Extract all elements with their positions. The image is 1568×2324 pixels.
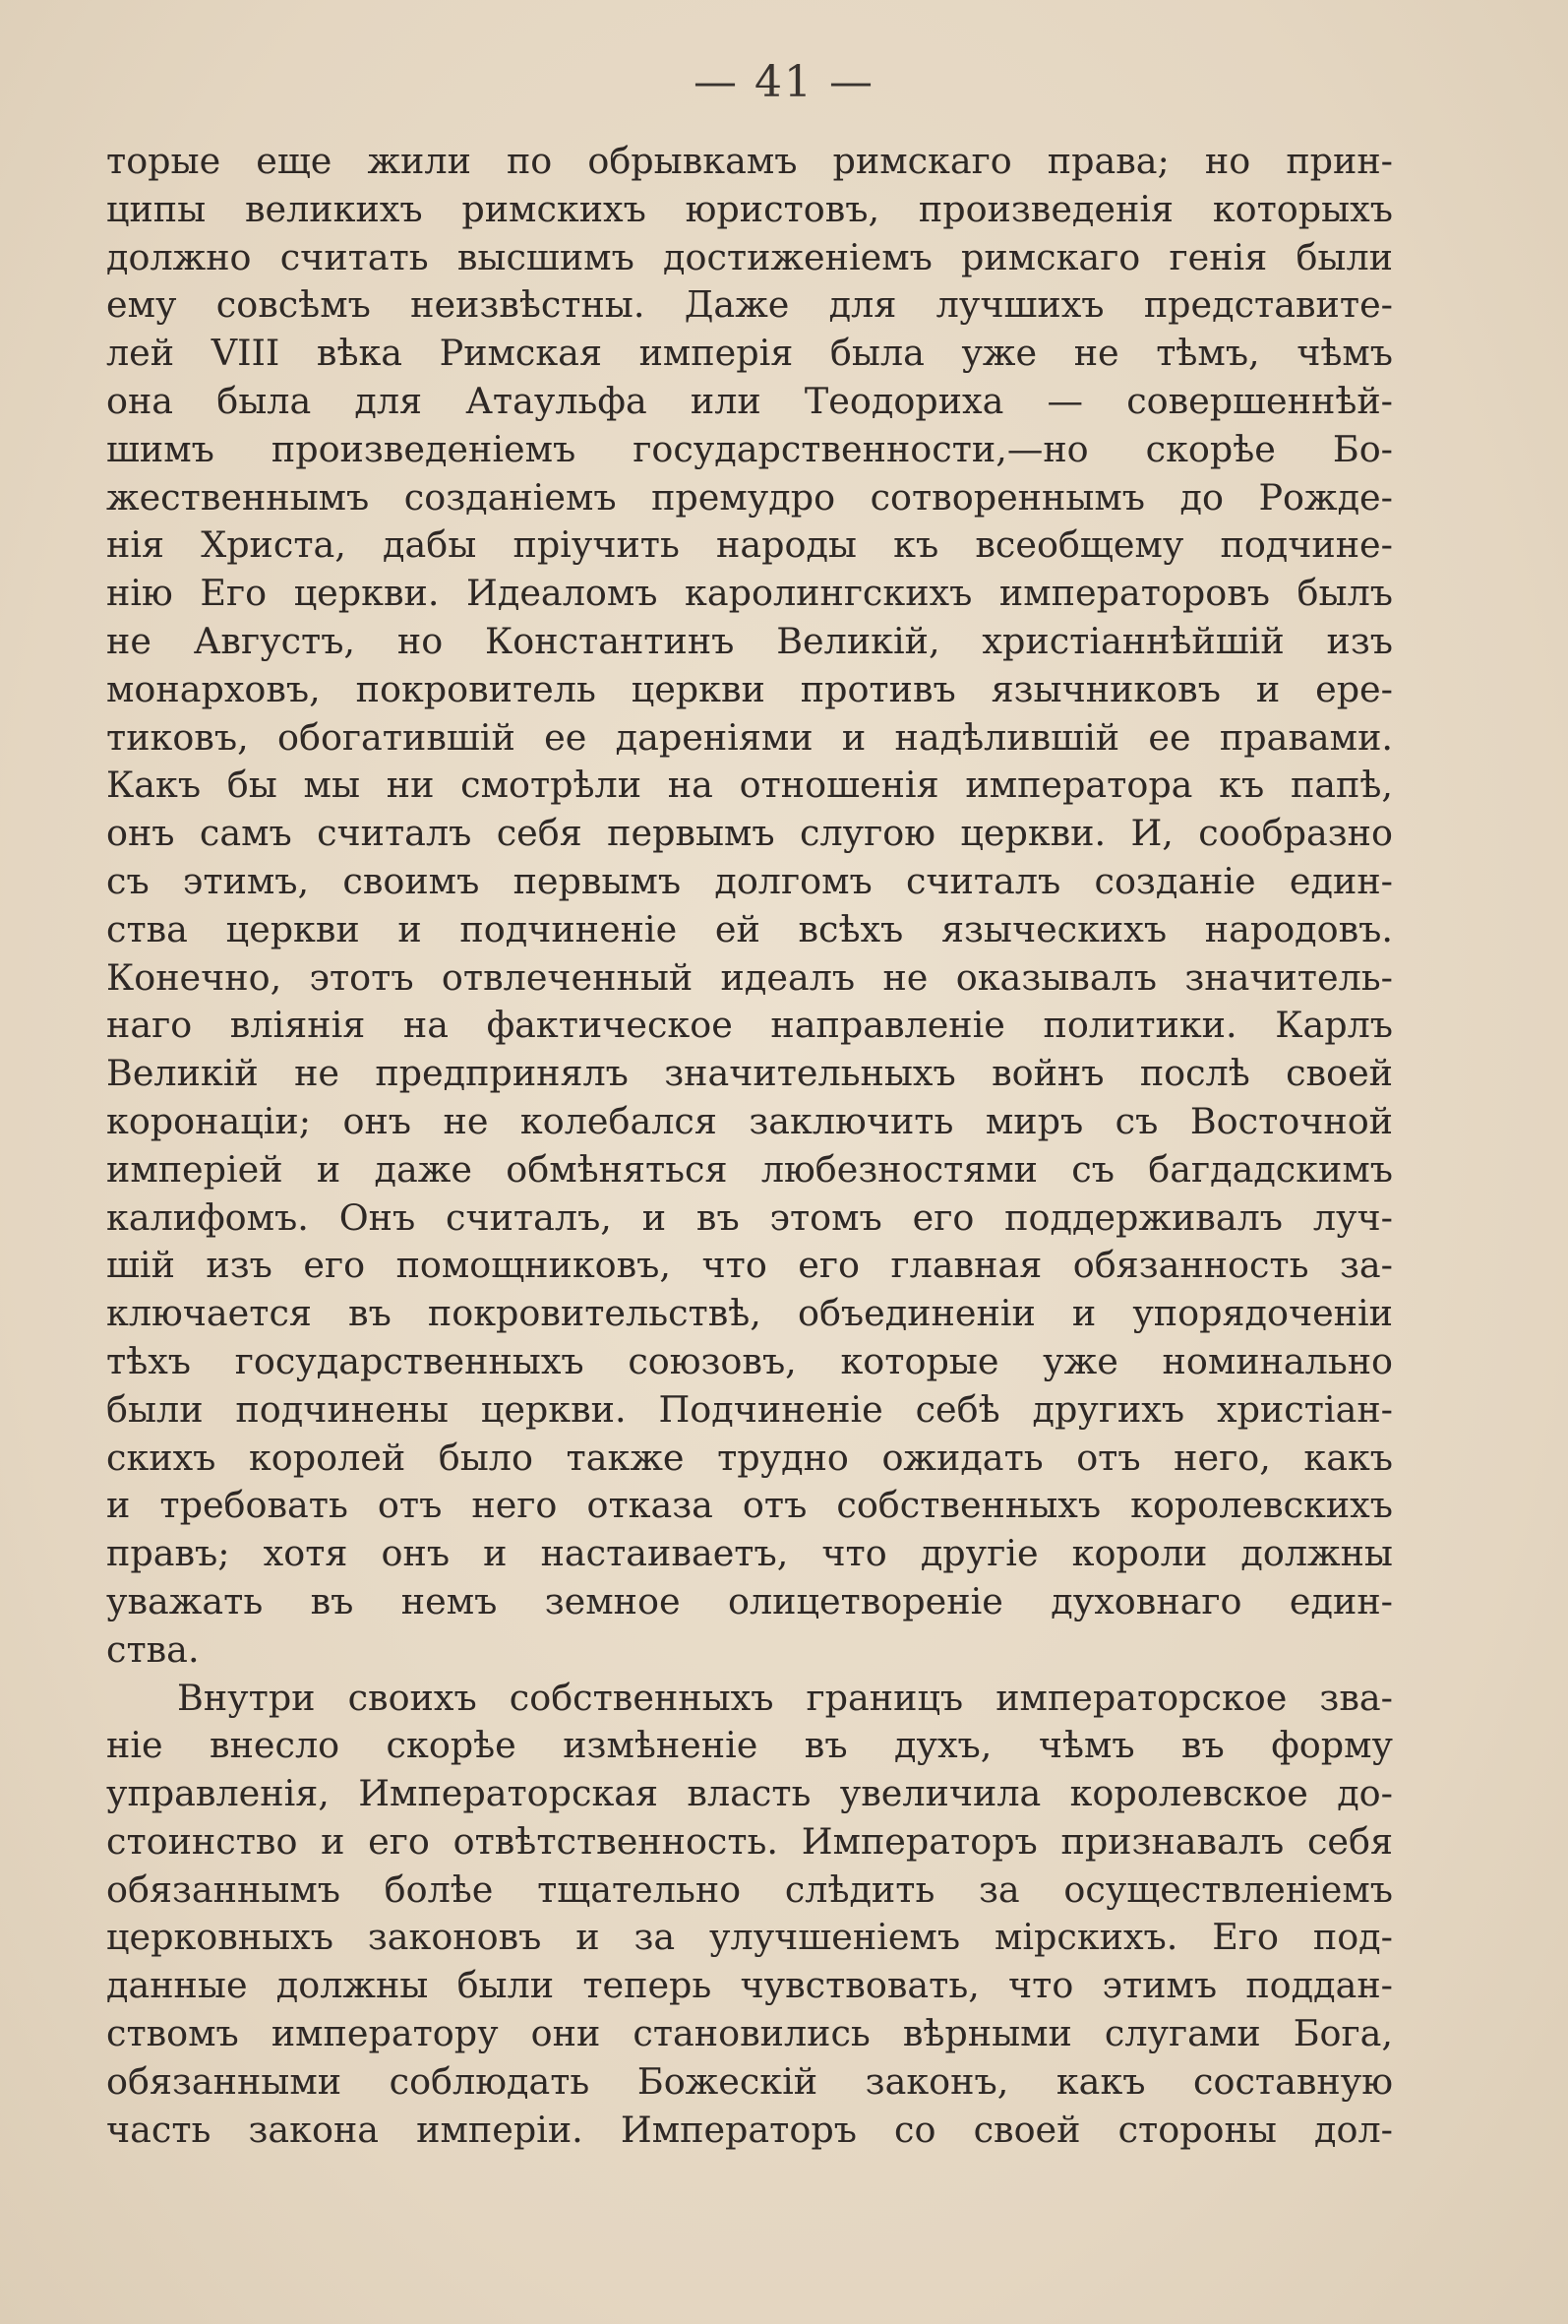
text-line: не Августъ, но Константинъ Великій, христіаннѣйшій изъ — [106, 619, 1393, 662]
text-line: Внутри своихъ собственныхъ границъ императорское зва- — [177, 1676, 1393, 1719]
text-line: монарховъ, покровитель церкви противъ язычниковъ и ере- — [106, 667, 1393, 710]
text-line: имперіей и даже обмѣняться любезностями съ багдадскимъ — [106, 1147, 1393, 1191]
paragraph — [106, 138, 1393, 1675]
text-line: торые еще жили по обрывкамъ римскаго права; но прин- — [106, 140, 1393, 182]
text-line: ства церкви и подчиненіе ей всѣхъ языческихъ народовъ. — [106, 907, 1393, 950]
text-line: тѣхъ государственныхъ союзовъ, которые уже номинально — [106, 1339, 1393, 1382]
text-line: обязаннымъ болѣе тщательно слѣдить за осуществленіемъ — [106, 1867, 1393, 1911]
text-line: ему совсѣмъ неизвѣстны. Даже для лучшихъ представите- — [106, 283, 1393, 327]
text-line: наго вліянія на фактическое направленіе политики. Карлъ — [106, 1004, 1393, 1047]
text-line: нію Его церкви. Идеаломъ каролингскихъ императоровъ былъ — [106, 572, 1393, 615]
text-line: обязанными соблюдать Божескій законъ, какъ составную — [106, 2059, 1393, 2103]
text-line: должно считать высшимъ достиженіемъ римскаго генія были — [106, 235, 1393, 278]
text-line: стоинство и его отвѣтственность. Императоръ признавалъ себя — [106, 1819, 1393, 1863]
text-line: управленія, Императорская власть увеличила королевское до- — [106, 1772, 1393, 1815]
text-line: коронаціи; онъ не колебался заключить миръ съ Восточной — [106, 1099, 1393, 1142]
text-line: жественнымъ созданіемъ премудро сотвореннымъ до Рожде- — [106, 475, 1393, 519]
text-line: лей VIII вѣка Римская имперія была уже не тѣмъ, чѣмъ — [106, 332, 1393, 375]
page-number: — 41 — — [694, 57, 874, 107]
text-line: правъ; хотя онъ и настаиваетъ, что другіе короли должны — [106, 1532, 1393, 1575]
text-line: ствомъ императору они становились вѣрными слугами Бога, — [106, 2012, 1393, 2055]
text-line: скихъ королей было также трудно ожидать отъ него, какъ — [106, 1436, 1393, 1479]
text-line: ніе внесло скорѣе измѣненіе въ духъ, чѣмъ въ форму — [106, 1724, 1393, 1767]
text-line: церковныхъ законовъ и за улучшеніемъ мірскихъ. Его под- — [106, 1916, 1393, 1959]
text-line: ципы великихъ римскихъ юристовъ, произведенія которыхъ — [106, 187, 1393, 230]
paragraph — [106, 1675, 1393, 2155]
text-line: Конечно, этотъ отвлеченный идеалъ не оказывалъ значитель- — [106, 955, 1393, 999]
text-line: онъ самъ считалъ себя первымъ слугою церкви. И, сообразно — [106, 812, 1393, 855]
text-line: Какъ бы мы ни смотрѣли на отношенія императора къ папѣ, — [106, 764, 1393, 807]
text-line: ключается въ покровительствѣ, объединеніи и упорядоченіи — [106, 1292, 1393, 1335]
text-line: и требовать отъ него отказа отъ собственныхъ королевскихъ — [106, 1484, 1393, 1527]
text-line: часть закона имперіи. Императоръ со своей стороны дол- — [106, 2108, 1393, 2151]
text-line: уважать въ немъ земное олицетвореніе духовнаго един- — [106, 1579, 1393, 1622]
text-line: шимъ произведеніемъ государственности,—но скорѣе Бо- — [106, 427, 1393, 470]
text-line: нія Христа, дабы пріучить народы къ всеобщему подчине- — [106, 523, 1393, 567]
text-line: были подчинены церкви. Подчиненіе себѣ другихъ христіан- — [106, 1387, 1393, 1431]
text-line: Великій не предпринялъ значительныхъ войнъ послѣ своей — [106, 1052, 1393, 1095]
body-text — [106, 138, 1393, 2154]
text-line: съ этимъ, своимъ первымъ долгомъ считалъ созданіе един- — [106, 859, 1393, 902]
text-line: ства. — [106, 1627, 200, 1671]
text-line: калифомъ. Онъ считалъ, и въ этомъ его поддерживалъ луч- — [106, 1195, 1393, 1239]
text-line: она была для Атаульфа или Теодориха — совершеннѣй- — [106, 379, 1393, 422]
text-line: данные должны были теперь чувствовать, что этимъ поддан- — [106, 1964, 1393, 2007]
text-line: тиковъ, обогатившій ее дареніями и надѣлившій ее правами. — [106, 715, 1393, 759]
text-line: шій изъ его помощниковъ, что его главная обязанность за- — [106, 1244, 1393, 1287]
